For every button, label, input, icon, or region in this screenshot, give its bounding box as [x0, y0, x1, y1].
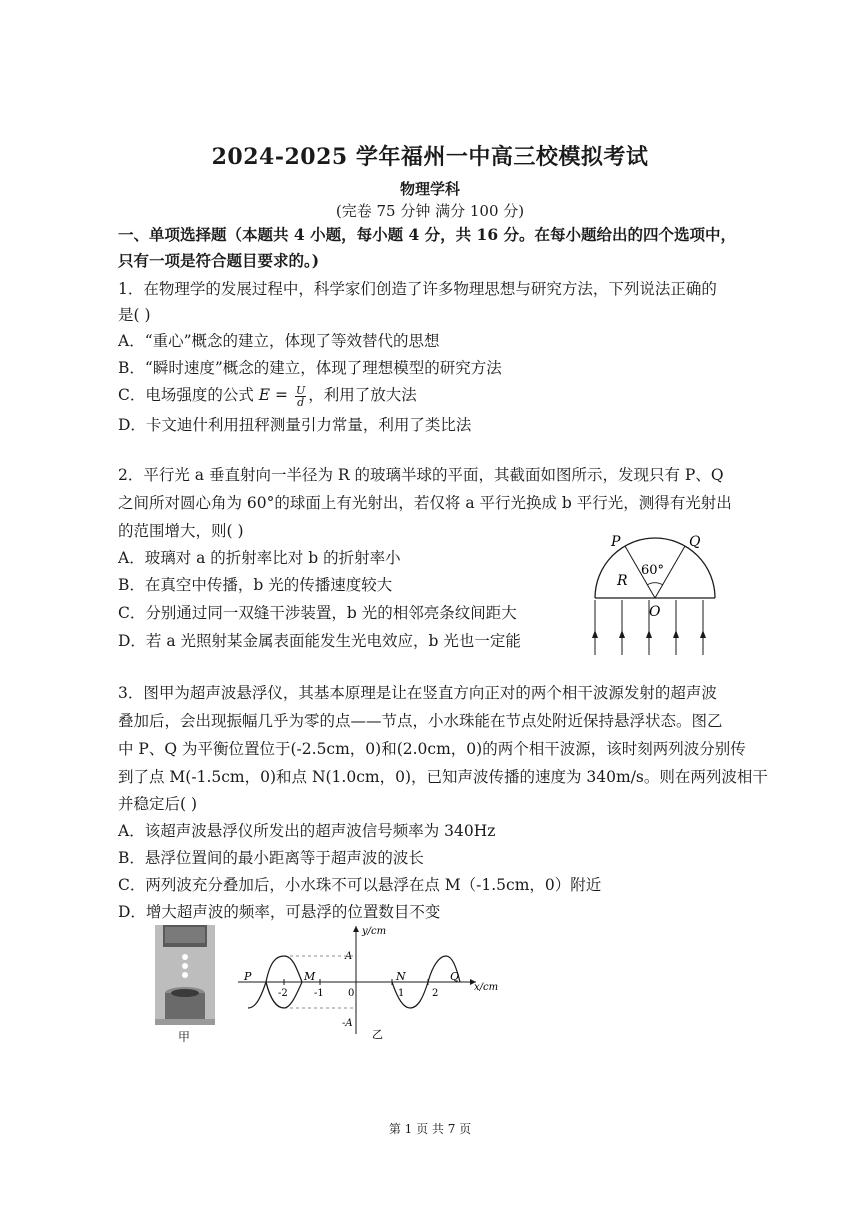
q3-option-d: D．增大超声波的频率，可悬浮的位置数目不变: [118, 903, 441, 921]
q2-option-b: B．在真空中传播，b 光的传播速度较大: [118, 576, 393, 594]
q1-option-c-prefix: C．电场强度的公式: [118, 386, 259, 404]
q3-stem-line4: 到了点 M(-1.5cm，0)和点 N(1.0cm，0)，已知声波传播的速度为 340m/s。则在两列波相干: [118, 768, 768, 786]
tick-label-1: 1: [398, 988, 405, 999]
q3-stem-line2: 叠加后，会出现振幅几乎为零的点——节点，小水珠能在节点处附近保持悬浮状态。图乙: [118, 712, 723, 730]
q3-option-c: C．两列波充分叠加后，小水珠不可以悬浮在点 M（-1.5cm，0）附近: [118, 876, 602, 894]
q1-option-d: D．卡文迪什利用扭秤测量引力常量，利用了类比法: [118, 416, 472, 434]
label-p: P: [244, 970, 252, 983]
label-amplitude: A: [345, 951, 353, 962]
y-axis-label: y/cm: [362, 926, 387, 937]
q2-stem-line2: 之间所对圆心角为 60°的球面上有光射出，若仅将 a 平行光换成 b 平行光，测得有光射出: [118, 494, 732, 512]
levitator-photo: [155, 925, 215, 1025]
wave-p-trough: [248, 982, 266, 1008]
wave-p-crest: [266, 956, 302, 982]
label-p: P: [611, 534, 621, 550]
figure-jia-caption: 甲: [178, 1030, 191, 1044]
q2-option-d: D．若 a 光照射某金属表面能发生光电效应，b 光也一定能: [118, 632, 521, 650]
figure-yi-caption: 乙: [372, 1028, 383, 1041]
label-q: Q: [689, 534, 701, 550]
tick-label-2: 2: [432, 988, 439, 999]
q3-option-a: A．该超声波悬浮仪所发出的超声波信号频率为 340Hz: [118, 822, 496, 840]
label-r: R: [617, 573, 628, 589]
q1-stem-line1: 1．在物理学的发展过程中，科学家们创造了许多物理思想与研究方法，下列说法正确的: [118, 280, 717, 298]
q1-option-a: A．“重心”概念的建立，体现了等效替代的思想: [118, 332, 440, 350]
q3-option-b: B．悬浮位置间的最小距离等于超声波的波长: [118, 849, 424, 867]
q3-stem-line1: 3．图甲为超声波悬浮仪，其基本原理是让在竖直方向正对的两个相干波源发射的超声波: [118, 684, 717, 702]
section-heading-line2: 只有一项是符合题目要求的。): [118, 251, 320, 270]
q2-option-c: C．分别通过同一双缝干涉装置，b 光的相邻亮条纹间距大: [118, 604, 517, 622]
q1-stem-line2: 是( ): [118, 306, 151, 324]
x-axis-label: x/cm: [474, 982, 499, 993]
wave-graph: [238, 922, 508, 1042]
q3-stem-line3: 中 P、Q 为平衡位置位于(-2.5cm，0)和(2.0cm，0)的两个相干波源，该时刻两列波分别传: [118, 740, 746, 758]
q1-option-c: [118, 384, 417, 408]
q1-option-c-suffix: ，利用了放大法: [308, 386, 417, 404]
label-neg-amplitude: -A: [342, 1018, 353, 1029]
ray-arrowheads: [592, 630, 706, 638]
q1-option-b: B．“瞬时速度”概念的建立，体现了理想模型的研究方法: [118, 359, 502, 377]
q2-stem-line1: 2．平行光 a 垂直射向一半径为 R 的玻璃半球的平面，其截面如图所示，发现只有 P、Q: [118, 466, 724, 484]
q2-stem-line3: 的范围增大，则( ): [118, 522, 244, 540]
label-o: O: [649, 604, 661, 620]
exam-subject: 物理学科: [399, 180, 460, 198]
tick-label-zero: 0: [348, 988, 355, 999]
label-q: Q: [450, 970, 460, 983]
q1-formula-denominator: d: [297, 395, 305, 409]
angle-arc: [647, 583, 663, 585]
q1-formula-eq: =: [270, 386, 293, 404]
q1-formula-numerator: U: [295, 383, 306, 397]
label-angle: 60°: [641, 563, 665, 578]
q1-formula-e: E: [258, 386, 271, 404]
page-footer: 第 1 页 共 7 页: [388, 1122, 472, 1136]
q2-option-a: A．玻璃对 a 的折射率比对 b 的折射率小: [118, 549, 401, 567]
exam-time-info: (完卷 75 分钟 满分 100 分): [335, 202, 525, 220]
tick-label-minus2: -2: [278, 988, 288, 999]
q3-stem-line5: 并稳定后( ): [118, 795, 198, 813]
q2-hemisphere-figure: [585, 530, 725, 660]
label-n: N: [396, 970, 406, 983]
q1-formula-fraction: [295, 385, 306, 408]
label-m: M: [304, 970, 316, 983]
section-heading-line1: 一、单项选择题（本题共 4 小题，每小题 4 分，共 16 分。在每小题给出的四个选项中，: [118, 225, 737, 244]
exam-title: 2024-2025 学年福州一中高三校模拟考试: [211, 144, 649, 170]
tick-label-minus1: -1: [314, 988, 324, 999]
